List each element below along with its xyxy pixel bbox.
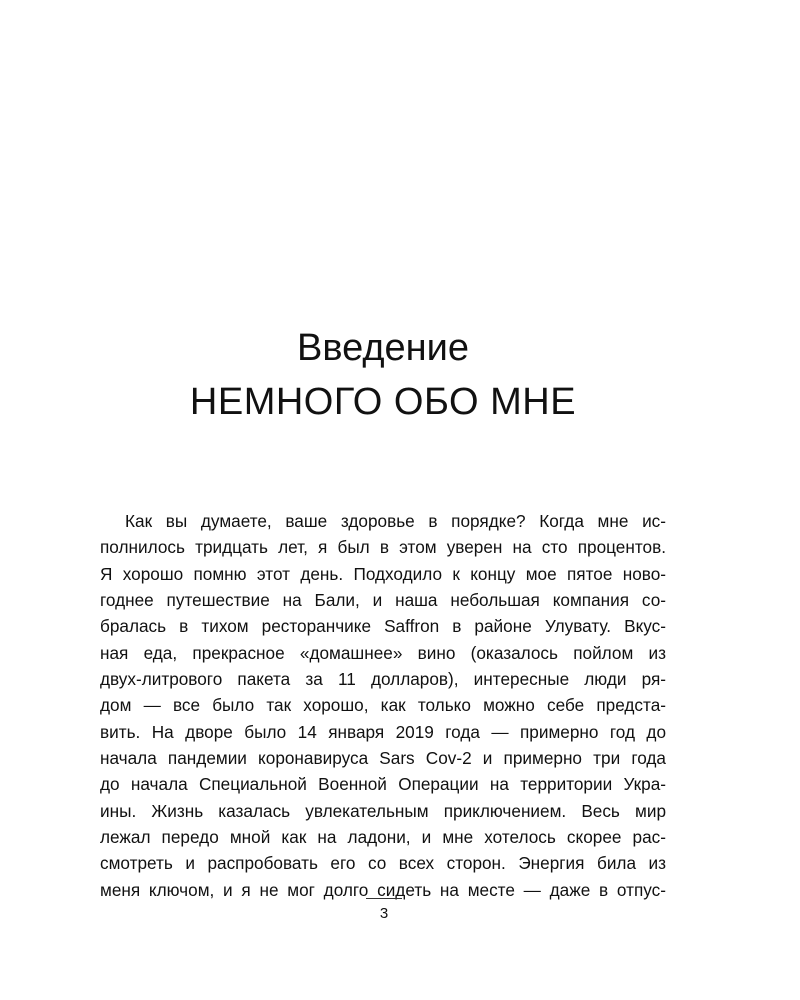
text-line: вить. На дворе было 14 января 2019 года — примерно год до bbox=[100, 721, 666, 742]
text-line: до начала Специальной Военной Операции на территории Укра- bbox=[100, 774, 666, 795]
text-line: ины. Жизнь казалась увлекательным приключением. Весь мир bbox=[100, 800, 666, 821]
text-line: полнилось тридцать лет, я был в этом уверен на сто процентов. bbox=[100, 537, 666, 558]
text-line: меня ключом, и я не мог долго сидеть на месте — даже в отпус- bbox=[100, 879, 666, 900]
chapter-title: НЕМНОГО ОБО МНЕ bbox=[189, 381, 577, 423]
text-line: Как вы думаете, ваше здоровье в порядке? Когда мне ис- bbox=[125, 511, 666, 531]
text-line: двух-литрового пакета за 11 долларов), интересные люди ря- bbox=[100, 669, 666, 690]
chapter-label: Введение bbox=[296, 327, 470, 369]
text-line: смотреть и распробовать его со всех сторон. Энергия била из bbox=[100, 853, 666, 874]
text-line: бралась в тихом ресторанчике Saffron в районе Улувату. Вкус- bbox=[100, 616, 666, 637]
text-line: лежал передо мной как на ладони, и мне хотелось скорее рас- bbox=[100, 827, 666, 848]
text-line: ная еда, прекрасное «домашнее» вино (оказалось пойлом из bbox=[100, 642, 666, 663]
text-line: Я хорошо помню этот день. Подходило к концу мое пятое ново- bbox=[100, 563, 666, 584]
body-paragraph bbox=[100, 508, 666, 903]
text-line: годнее путешествие на Бали, и наша небольшая компания со- bbox=[100, 590, 666, 611]
text-line: начала пандемии коронавируса Sars Cov-2 и примерно три года bbox=[100, 748, 666, 769]
page-number: 3 bbox=[379, 905, 389, 922]
text-line: дом — все было так хорошо, как только можно себе предста- bbox=[100, 695, 666, 716]
footer-divider bbox=[366, 898, 402, 899]
